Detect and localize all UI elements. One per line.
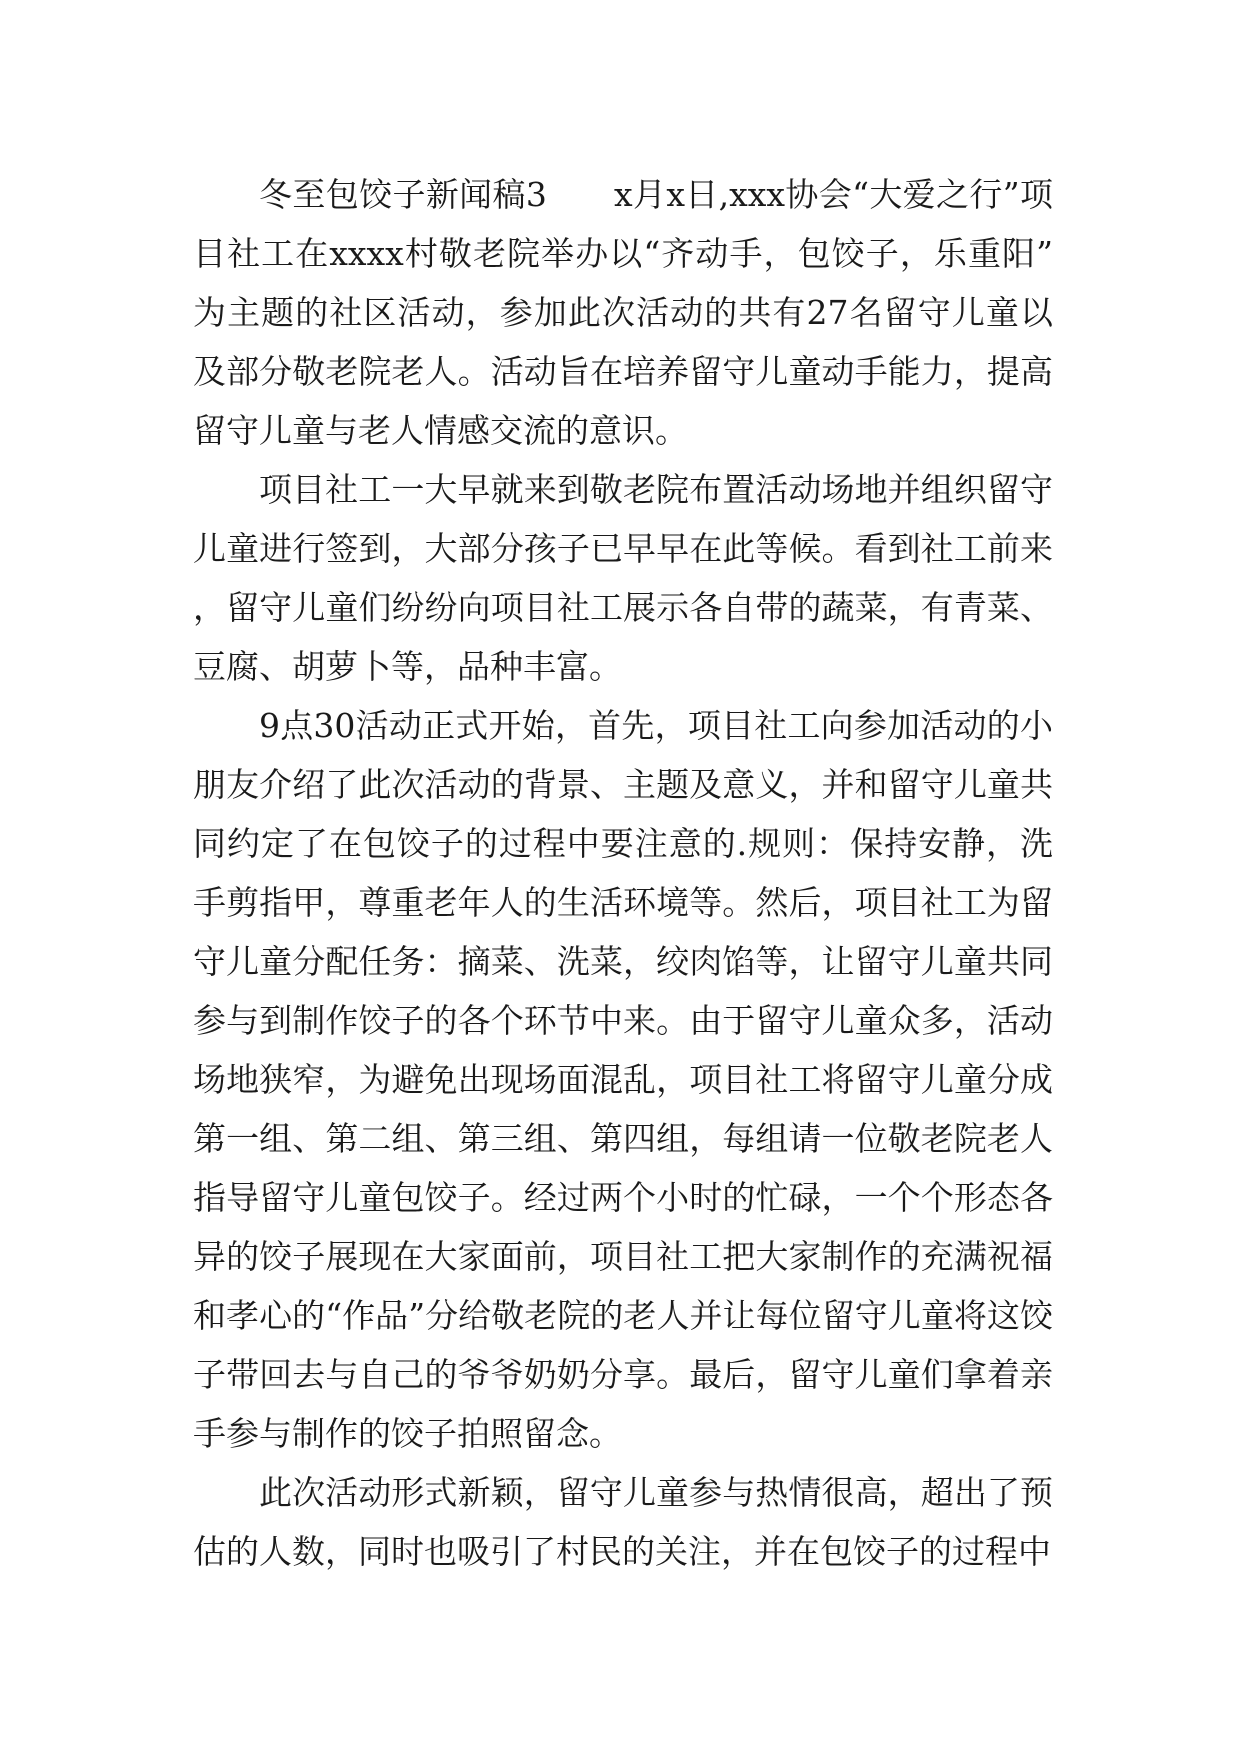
paragraph-intro: 冬至包饺子新闻稿3 x月x日,xxx协会“大爱之行”项目社工在xxxx村敬老院举办以“齐动手，包饺子，乐重阳”为主题的社区活动，参加此次活动的共有27名留守儿童以及部分敬老院老人。活动旨在培养留守儿童动手能力，提高留守儿童与老人情感交流的意识。 [193,175,1053,450]
paragraph-activity: 9点30活动正式开始，首先，项目社工向参加活动的小朋友介绍了此次活动的背景、主题及意义，并和留守儿童共同约定了在包饺子的过程中要注意的.规则：保持安静，洗手剪指甲，尊重老年人的生活环境等。然后，项目社工为留守儿童分配任务：摘菜、洗菜，绞肉馅等，让留守儿童共同参与到制作饺子的各个环节中来。由于留守儿童众多，活动场地狭窄，为避免出现场面混乱，项目社工将留守儿童分成第一组、第二组、第三组、第四组，每组请一位敬老院老人指导留守儿童包饺子。经过两个小时的忙碌，一个个形态各异的饺子展现在大家面前，项目社工把大家制作的充满祝福和孝心的“作品”分给敬老院的老人并让每位留守儿童将这饺子带回去与自己的爷爷奶奶分享。最后，留守儿童们拿着亲手参与制作的饺子拍照留念。 [193,706,1053,1453]
paragraph-preparation: 项目社工一大早就来到敬老院布置活动场地并组织留守儿童进行签到，大部分孩子已早早在此等候。看到社工前来，留守儿童们纷纷向项目社工展示各自带的蔬菜，有青菜、豆腐、胡萝卜等，品种丰富。 [193,470,1053,686]
article-body [193,165,1053,1581]
paragraph-summary: 此次活动形式新颖，留守儿童参与热情很高，超出了预估的人数，同时也吸引了村民的关注，并在包饺子的过程中 [193,1473,1053,1571]
